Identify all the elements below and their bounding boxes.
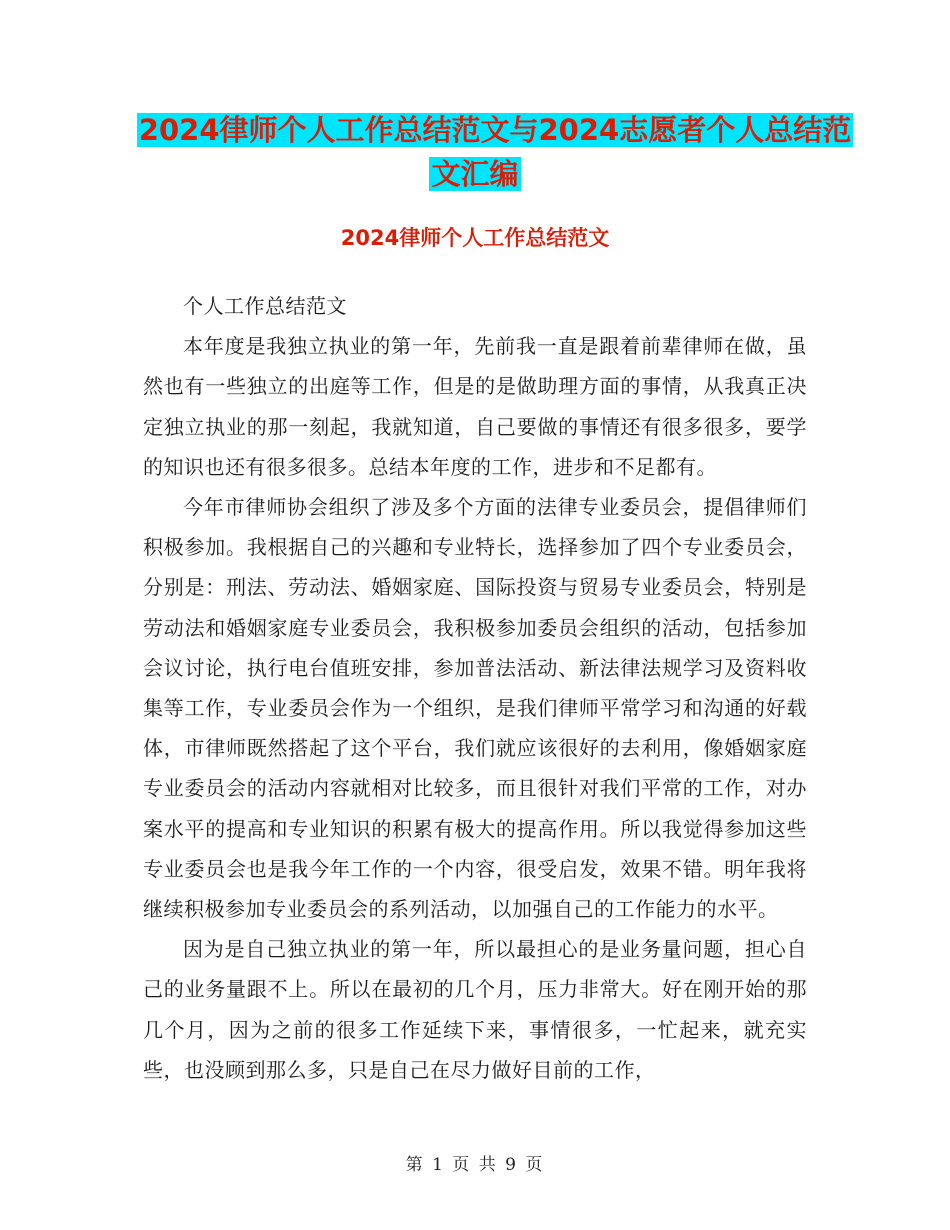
paragraph: 因为是自己独立执业的第一年，所以最担心的是业务量问题，担心自己的业务量跟不上。所以在最初的几个月，压力非常大。好在刚开始的那几个月，因为之前的很多工作延续下来，事情很多，一忙起来，就充实些，也没顾到那么多，只是自己在尽力做好目前的工作， — [143, 937, 807, 1082]
paragraph: 本年度是我独立执业的第一年，先前我一直是跟着前辈律师在做，虽然也有一些独立的出庭等工作，但是的是做助理方面的事情，从我真正决定独立执业的那一刻起，我就知道，自己要做的事情还有很多很多，要学的知识也还有很多很多。总结本年度的工作，进步和不足都有。 — [143, 334, 807, 479]
section-title: 2024律师个人工作总结范文 — [340, 226, 610, 250]
document-title-line-1: 2024律师个人工作总结范文与2024志愿者个人总结范 — [138, 113, 852, 147]
document-title-line-2: 文汇编 — [431, 157, 519, 191]
paragraph: 今年市律师协会组织了涉及多个方面的法律专业委员会，提倡律师们积极参加。我根据自己的兴趣和专业特长，选择参加了四个专业委员会，分别是：刑法、劳动法、婚姻家庭、国际投资与贸易专业委员会，特别是劳动法和婚姻家庭专业委员会，我积极参加委员会组织的活动，包括参加会议讨论，执行电台值班安排，参加普法活动、新法律法规学习及资料收集等工作，专业委员会作为一个组织，是我们律师平常学习和沟通的好载体，市律师既然搭起了这个平台，我们就应该很好的去利用，像婚姻家庭专业委员会的活动内容就相对比较多，而且很针对我们平常的工作，对办案水平的提高和专业知识的积累有极大的提高作用。所以我觉得参加这些专业委员会也是我今年工作的一个内容，很受启发，效果不错。明年我将继续积极参加专业委员会的系列活动，以加强自己的工作能力的水平。 — [143, 495, 807, 922]
page-footer: 第 1 页 共 9 页 — [405, 1155, 545, 1175]
document-body — [143, 286, 807, 1090]
paragraph-subtitle: 个人工作总结范文 — [183, 294, 347, 318]
